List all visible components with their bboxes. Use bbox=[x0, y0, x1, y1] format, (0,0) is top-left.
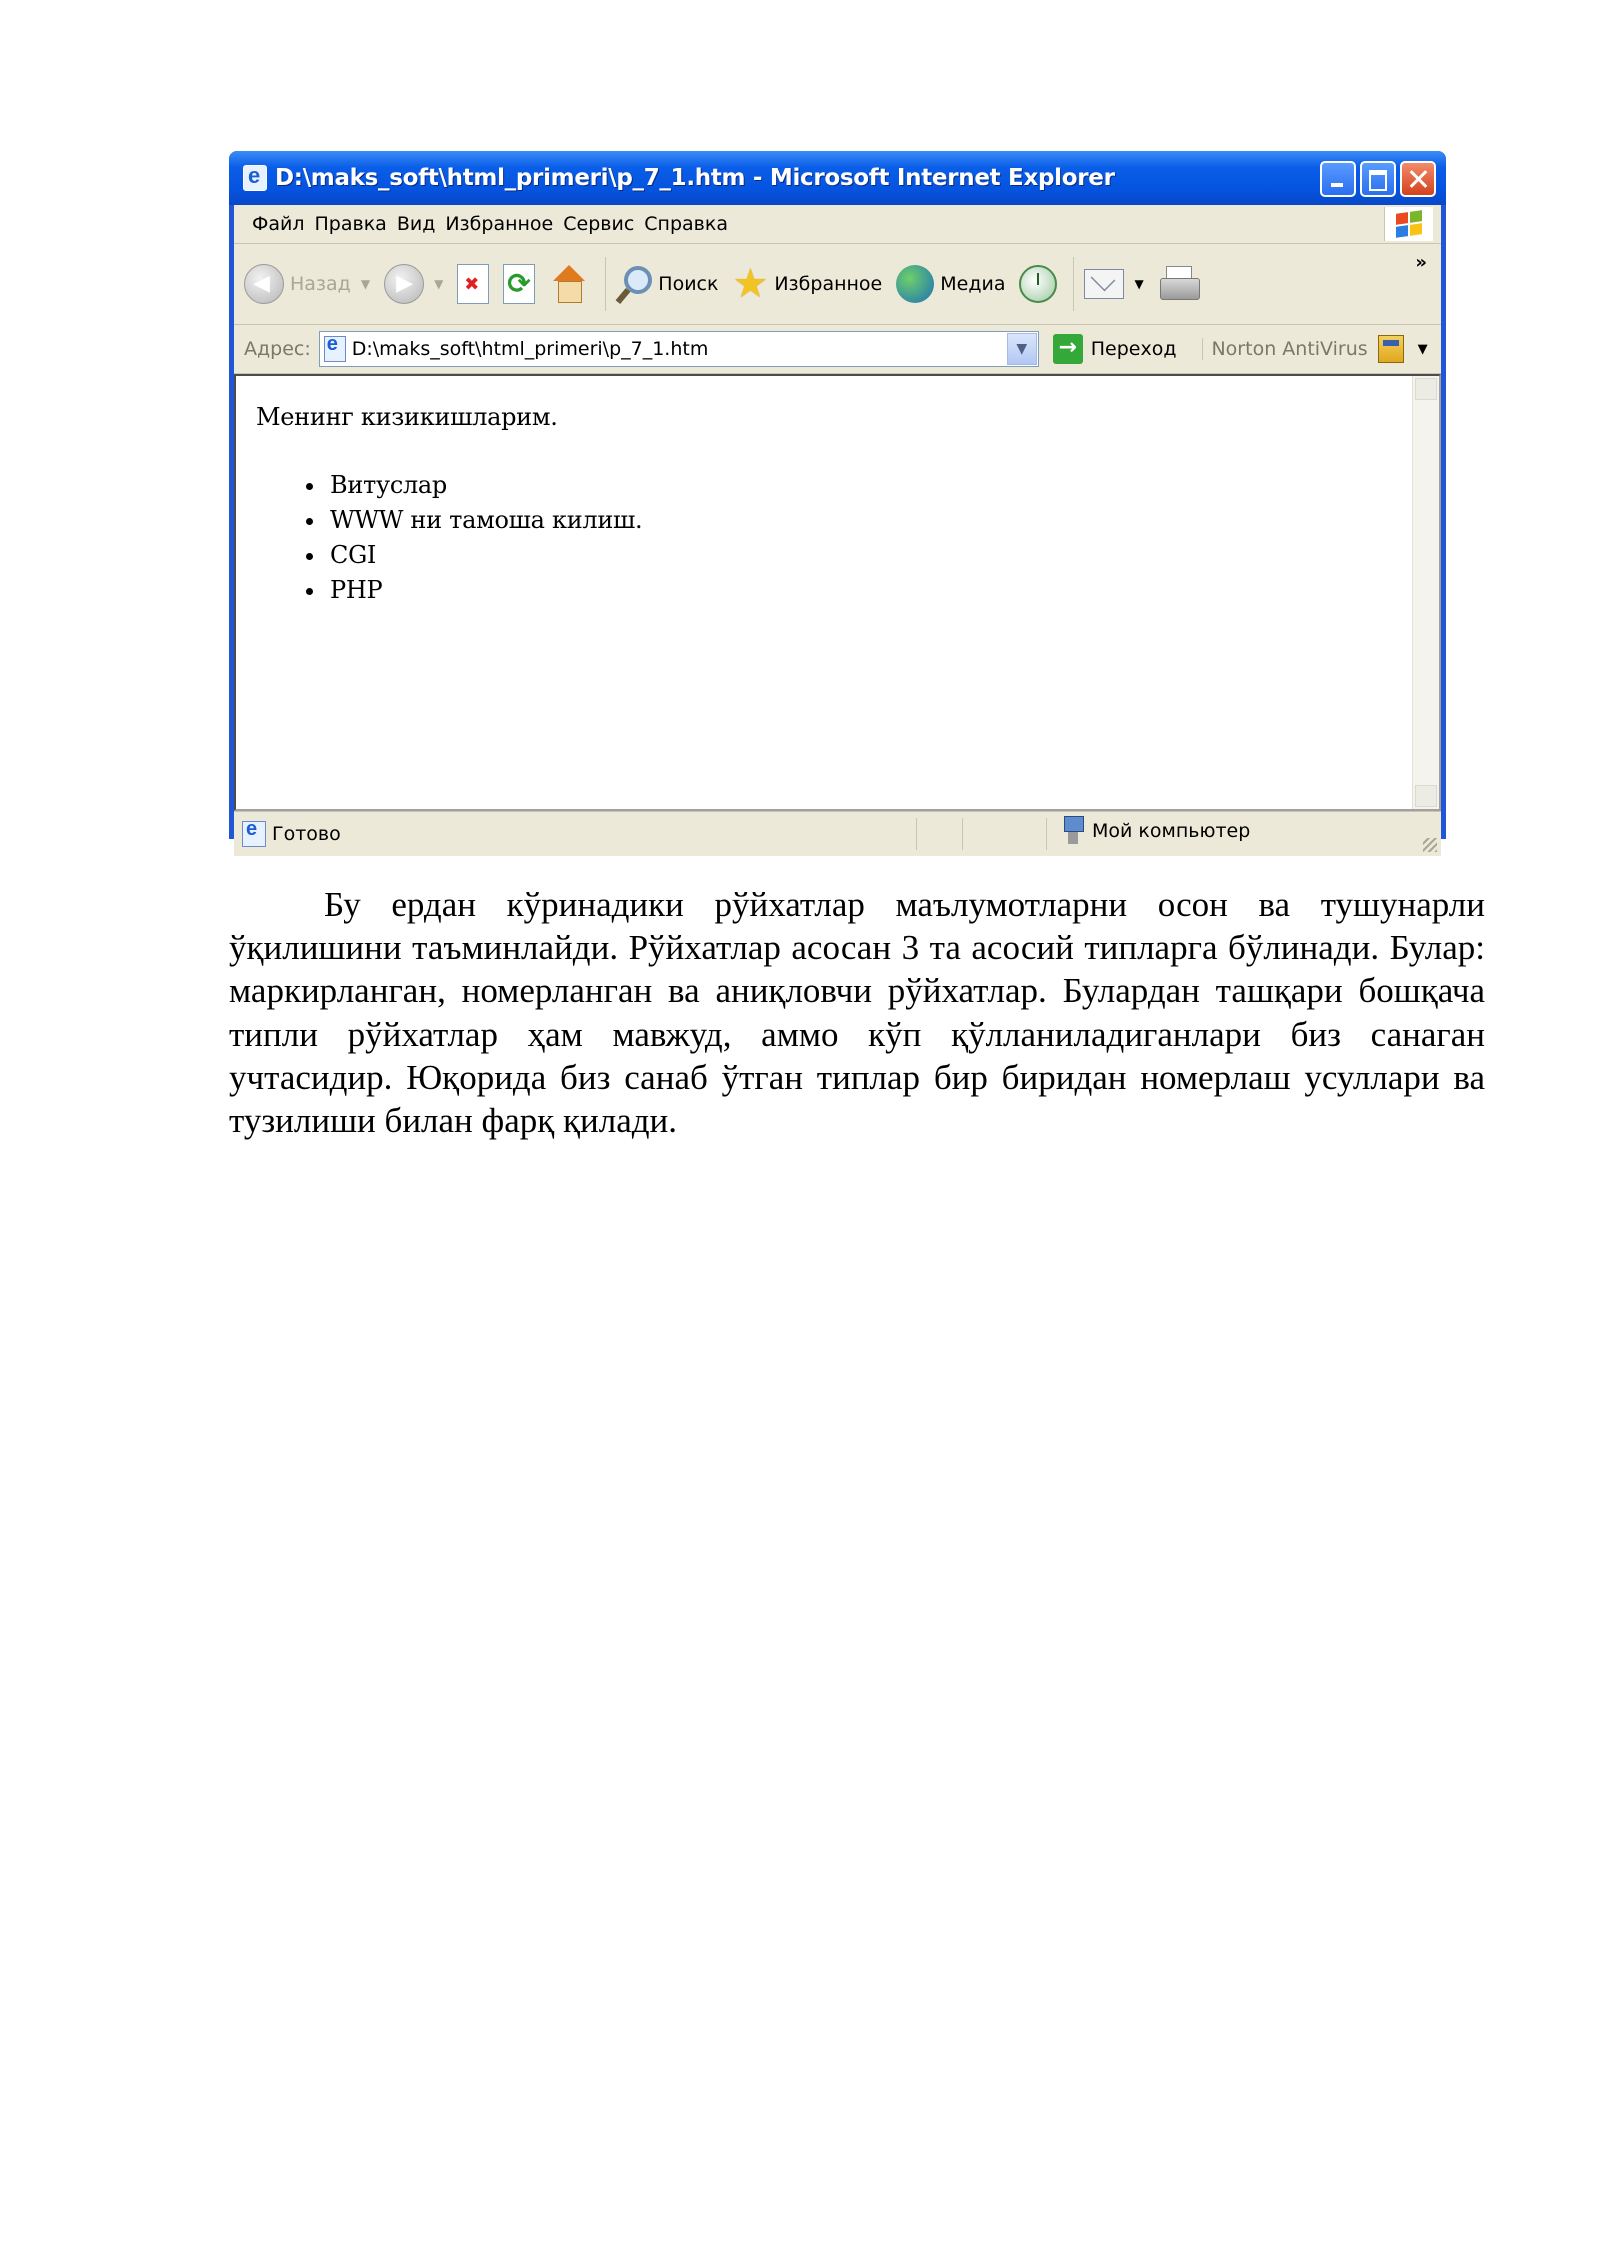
chevron-down-icon[interactable]: ▼ bbox=[1007, 333, 1037, 365]
star-icon: ★ bbox=[732, 261, 769, 307]
go-button[interactable] bbox=[1053, 334, 1177, 364]
list-item: PHP bbox=[306, 573, 642, 608]
status-divider bbox=[1046, 818, 1047, 850]
toolbar-more-chevron[interactable]: » bbox=[1415, 252, 1427, 273]
menu-file[interactable]: Файл bbox=[252, 213, 305, 235]
close-icon[interactable] bbox=[1400, 161, 1436, 197]
vertical-scrollbar[interactable] bbox=[1412, 376, 1439, 809]
norton-antivirus-label[interactable]: Norton AntiVirus bbox=[1202, 338, 1367, 360]
maximize-icon[interactable] bbox=[1360, 161, 1396, 197]
forward-arrow-icon bbox=[384, 264, 424, 304]
chevron-down-icon[interactable]: ▼ bbox=[1134, 277, 1144, 291]
address-input[interactable] bbox=[319, 331, 1039, 367]
mail-button[interactable] bbox=[1084, 269, 1143, 299]
menu-favorites[interactable]: Избранное bbox=[445, 213, 554, 235]
chevron-down-icon[interactable]: ▼ bbox=[434, 277, 444, 291]
page-viewport bbox=[234, 374, 1441, 811]
address-label: Адрес: bbox=[244, 338, 311, 360]
refresh-button[interactable] bbox=[503, 264, 535, 304]
back-label: Назад bbox=[290, 273, 351, 295]
mail-icon bbox=[1084, 269, 1124, 299]
back-button[interactable] bbox=[244, 264, 370, 304]
security-zone bbox=[1062, 816, 1250, 846]
home-icon bbox=[549, 265, 589, 303]
page-icon bbox=[324, 336, 346, 362]
stop-button[interactable] bbox=[457, 264, 489, 304]
browser-window bbox=[229, 151, 1446, 845]
search-icon bbox=[616, 264, 652, 304]
menu-edit[interactable]: Правка bbox=[314, 213, 387, 235]
home-button[interactable] bbox=[549, 265, 589, 303]
ie-icon bbox=[243, 165, 267, 191]
chevron-down-icon[interactable]: ▼ bbox=[360, 277, 371, 291]
menu-view[interactable]: Вид bbox=[396, 213, 436, 235]
status-divider bbox=[916, 818, 917, 850]
norton-icon[interactable] bbox=[1378, 335, 1404, 363]
menu-bar bbox=[234, 205, 1441, 244]
menu-help[interactable]: Справка bbox=[644, 213, 728, 235]
go-label: Переход bbox=[1090, 338, 1177, 360]
scroll-down-button[interactable] bbox=[1415, 785, 1437, 807]
list-item: Витуслар bbox=[306, 468, 642, 503]
status-divider bbox=[962, 818, 963, 850]
list-item: CGI bbox=[306, 538, 642, 573]
menu-tools[interactable]: Сервис bbox=[563, 213, 635, 235]
search-label: Поиск bbox=[658, 273, 719, 295]
body-paragraph: Бу ердан кўринадики рўйхатлар маълумотларни осон ва тушунарли ўқилишини таъминлайди. Рўйхатлар асосан 3 та асосий типларга бўлинади. Булар: маркирланган, номерланган ва аниқловчи рўйхатлар. Булардан ташқари бошқача типли рўйхатлар ҳам мавжуд, аммо кўп қўлланиладиганлари биз санаган учтасидир. Юқорида биз санаб ўтган типлар бир биридан номерлаш усуллари ва тузилиши билан фарқ қилади. bbox=[229, 885, 1485, 1141]
search-button[interactable] bbox=[616, 264, 718, 304]
history-button[interactable] bbox=[1019, 265, 1057, 303]
media-button[interactable] bbox=[896, 265, 1005, 303]
favorites-button[interactable] bbox=[732, 261, 883, 307]
window-controls bbox=[1320, 161, 1436, 197]
standard-toolbar bbox=[234, 244, 1441, 325]
scroll-up-button[interactable] bbox=[1415, 378, 1437, 400]
title-bar[interactable] bbox=[229, 151, 1446, 205]
status-bar bbox=[234, 811, 1441, 856]
minimize-icon[interactable] bbox=[1320, 161, 1356, 197]
zone-label: Мой компьютер bbox=[1092, 820, 1251, 842]
history-icon bbox=[1019, 265, 1057, 303]
resize-grip[interactable] bbox=[1423, 838, 1437, 852]
forward-button[interactable] bbox=[384, 264, 443, 304]
page-heading: Менинг кизикишларим. bbox=[256, 403, 558, 431]
favorites-label: Избранное bbox=[774, 273, 883, 295]
list-item: WWW ни тамоша килиш. bbox=[306, 503, 642, 538]
window-title: D:\maks_soft\html_primeri\p_7_1.htm - Microsoft Internet Explorer bbox=[275, 165, 1115, 191]
status-text: Готово bbox=[272, 823, 341, 845]
windows-logo-icon bbox=[1384, 207, 1433, 241]
printer-icon bbox=[1158, 266, 1200, 302]
toolbar-separator bbox=[1073, 257, 1074, 311]
chevron-down-icon[interactable]: ▼ bbox=[1417, 341, 1428, 357]
media-label: Медиа bbox=[940, 273, 1006, 295]
page-status-icon bbox=[242, 821, 266, 847]
address-value: D:\maks_soft\html_primeri\p_7_1.htm bbox=[351, 338, 709, 360]
computer-icon bbox=[1062, 816, 1084, 846]
go-arrow-icon: → bbox=[1053, 334, 1083, 364]
stop-icon bbox=[457, 264, 489, 304]
back-arrow-icon bbox=[244, 264, 284, 304]
print-button[interactable] bbox=[1158, 266, 1200, 302]
bulleted-list bbox=[306, 468, 642, 608]
toolbar-separator bbox=[605, 257, 606, 311]
media-icon bbox=[896, 265, 934, 303]
refresh-icon bbox=[503, 264, 535, 304]
browser-chrome bbox=[234, 205, 1441, 374]
address-bar bbox=[234, 325, 1441, 374]
